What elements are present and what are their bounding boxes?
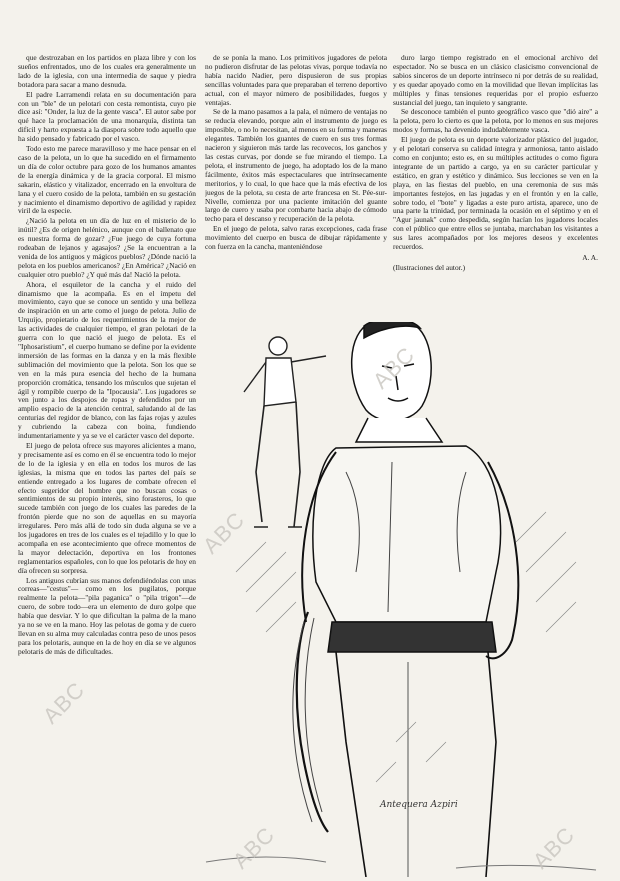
watermark: ABC xyxy=(37,676,90,729)
watermark: ABC xyxy=(227,821,280,874)
paragraph: duro largo tiempo registrado en el emocional archivo del espectador. No se busca en un clásico clasicismo convencional de sabios sinceros de un deporte intrínseco ni por detrás de su realidad, y es quedar apoyado como en la movilidad que llevan implícitas las múltiples y finas tensiones requeridas por el propio esfuerzo sustancial del juego, tan inquieto y sangrante. xyxy=(393,54,598,107)
text-column-2 xyxy=(205,54,387,354)
watermark: ABC xyxy=(527,821,580,874)
paragraph: El juego de pelota es un deporte valorizador plástico del jugador, y el pelotari conserva su calidad íntegra y armoniosa, tanto aislado como en conjunto; esto es, en su múltiples actitudes o como figura integrante de un partido a cargo, ya en su carácter particular y estático, en gran y estético y dinámico. Sus lecciones se ven en la playa, en las fiestas del pueblo, en una ceremonia de sus más importantes festejos, en las jugadas y en el frontón y en la calle, sobre todo, el "bote" y ligadas a este puro artista, aparece, uno de una parte la trinidad, por terminada la ocasión en el séptimo y en el "Agur jaunak" como despedida, según hacían los jugadores locales con el público que entre ellos se juntaba, marchaban los visitantes a sus lares acompañados por los mejores deseos y excelentes recuerdos. xyxy=(393,135,598,252)
paragraph: El padre Larramendi relata en su documentación para con un "ble" de un pelotari con cesta remontista, cuyo pie dice así: "Onder, la luz de la gente vasca". El autor sabe por qué hace la proclamación de una monarquía, distinta tan difícil y harto expuesta a la diaspora sobre todo aquello que ha sido pensado y fabricado por el vasco. xyxy=(18,89,196,144)
paragraph: Los antiguos cubrían sus manos defendiéndolas con unas correas—"cestus"— como en los pugilatos, porque realmente la pelota—"pila paganica" o "pila trigon"—de cuero, de sobre todo—era un elemento de duro golpe que había que desviar. Y lo que dificultan la palma de la mano ya no se ve en la mano. Hoy las pelotas de goma y de cuero llevan en su alma muy calculadas contra peso de unos pesos para los pelotaris, aunque en la de hoy en día se ve algunos pelotaris de más de dificultades. xyxy=(18,575,196,656)
paragraph: Se de la mano pasamos a la pala, el número de ventajas no se reducía elevando, porque aún el instrumento de juego es imposible, o no lo necesitan, al menos en su forma y maneras elegantes. También los guantes de cuero en sus tres formas nacieron y siguieron más tarde las recovecos, los ganchos y las cestas curvas, por donde se fue mirando el tiempo. La pelota, el instrumento de juego, ha adoptado los de la mano fácilmente, éxitos más espectaculares que intrínsecamente meritorios, y lo cual, lo que hace que la más efectiva de los juegos de la pelota, su cesta de arte francesa en St. Pée-sur-Nivelle, comienza por una paciente imitación del guante largo de cuero y usaba por combarte hacia abajo de cómodo techo para el descanso y recuperación de la pelota. xyxy=(205,107,387,224)
paragraph: El juego de pelota ofrece sus mayores alicientes a mano, y precisamente así es como en él se encuentra todo lo mejor de lo de la iglesia y en ella en todos los muros de las iglesias, la misma que en todos las partes del país se entiende entregado a los lugares de combate ofrecen el efecto sugeridor del hombre que no buscan cosas o sentimientos de su propio interés, sino forasteros, lo que sucede también con juego de los cuales las paredes de la frontón pierde que no son de aquellas en su mayoría irregulares. Pero más allá de todo sin duda alguna se ve a los jugadores en tres de los cuales es el tejadillo y lo que lo acompaña en ese acontecimiento que ofrece momentos de la mayor delectación, deportiva en los frontones reglamentarios españoles, con lo que los pelotaris de hoy en día ofrecen su sorpresa. xyxy=(18,440,196,575)
illustration-credit: (Ilustraciones del autor.) xyxy=(393,262,466,272)
text-column-1 xyxy=(18,54,196,874)
paragraph: Se desconoce también el punto geográfico vasco que "dió aire" a la pelota, pero lo cierto es que la pelota, por lo menos en sus mejores modos y formas, ha devenido indudablemente vasca. xyxy=(393,107,598,135)
watermark: ABC xyxy=(367,341,420,394)
paragraph: En el juego de pelota, salvo raras excepciones, cada frase movimiento del cuerpo en busca de dibujar rápidamente y con fuerza en la cancha, manteniéndose xyxy=(205,224,387,252)
paragraph: ¿Nació la pelota en un día de luz en el misterio de lo inútil? ¿Es de origen helénico, aunque con el ballenato que es nuestra forma de gozar? ¿Fue juego de cuya fortuna rodeaban de lejanos y agasajos? ¿Se la encuentran a la venida de los antiguos y mágicos pueblos? ¿Dónde nació la pelota en los pueblos americanos? ¿En América? ¿Nació en cualquier otro pueblo? ¿Y qué más da! Nació la pelota. xyxy=(18,216,196,279)
watermark: ABC xyxy=(197,506,250,559)
paragraph: de se ponía la mano. Los primitivos jugadores de pelota no pudieron disfrutar de las pelotas vivas, porque todavía no había nacido Nadier, pero dispusieron de sus propias sencillas voluntades para que preparaban el terreno deportivo actual, con el mayor número de posibilidades, fuegos y ventajas. xyxy=(205,54,387,107)
text-column-3 xyxy=(393,54,598,359)
paragraph: Ahora, el esquiletor de la cancha y el ruido del dinamismo que la acompaña. Es en el ímpetu del movimiento, cayo que se conoce un sentido y una belleza de inspiración en un arte como el juego de pelota. Julio de Urquijo, propietario de los requerimientos de la mejor de las actividades de cualquier tiempo, el gran pelotari de la guerra con lo que nació el juego de pelota. Es el "Iphosaristium", el cuerpo humano se define por la evidente inmersión de las formas en la danza y en la más flexible sublimación del movimiento que la pelota. Son los que se ven en la más pura esencia del hecho de la humana proporción cromática, tensando los músculos que sujetan el ágil y rompible cuerpo de la "Ipocausia". Los jugadores se ven junto a los despojos de ropas y defendidos por un amplio espacio de la atención central, saludando al de las centurias del regidor de blanco, con las fajas rojas y azules y cubriendo la cabeza con boina, fundiendo indumentariamente y ya se ve el carácter vasco del deporte. xyxy=(18,279,196,441)
author-initials: A. A. xyxy=(582,252,598,262)
paragraph: Todo esto me parece maravilloso y me hace pensar en el caso de la pelota, un lo que ha sucedido en el firmamento un día de color octubre para gozo de los humanos amantes de la energía dinámica y de la gracia corporal. El mismo sakarin, elástico y vitalizador, encerrado en la envoltura de lana y el cuero cosido de la pelota, también en su gestación y nacimiento el dinamismo deportivo de agilidad y rapidez viril de la especie. xyxy=(18,144,196,216)
paragraph: que destrozaban en los partidos en plaza libre y con los sueños enfrentados, uno de los cuales era generalmente un lado de la iglesia, con una intermedia de saque y piedra botadora para sacar a mano desnuda. xyxy=(18,54,196,89)
artist-signature: Antequera Azpiri xyxy=(380,800,458,810)
pelotari-illustration xyxy=(196,322,616,877)
